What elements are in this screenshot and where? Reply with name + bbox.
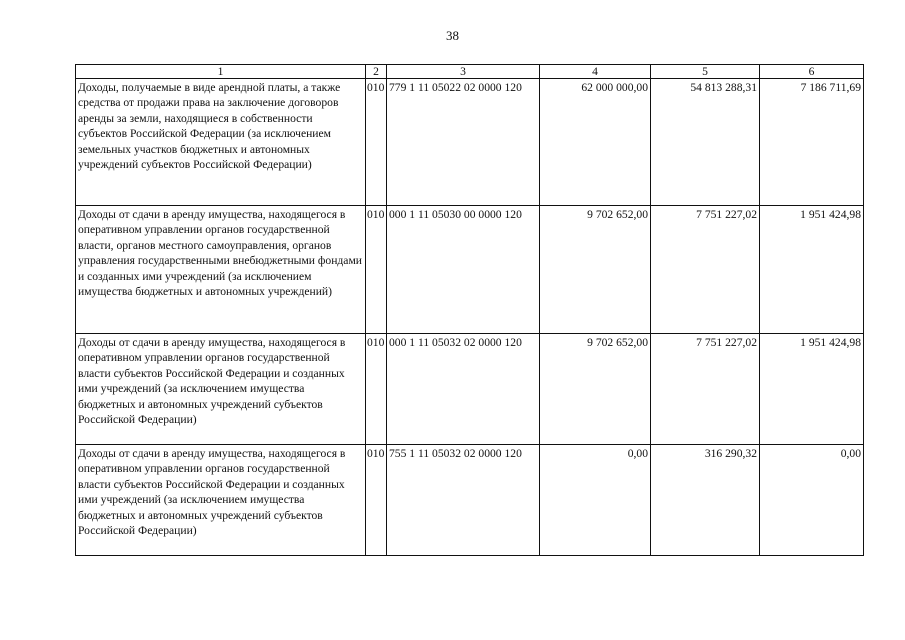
row-value-col4: 0,00 <box>540 445 651 556</box>
column-header-4: 4 <box>540 65 651 79</box>
table-row <box>76 206 864 334</box>
column-header-3: 3 <box>387 65 540 79</box>
row-line-code: 010 <box>366 206 387 334</box>
column-header-5: 5 <box>651 65 760 79</box>
row-value-col4: 62 000 000,00 <box>540 79 651 206</box>
row-budget-classification-code: 000 1 11 05030 00 0000 120 <box>387 206 540 334</box>
row-line-code: 010 <box>366 79 387 206</box>
row-budget-classification-code: 000 1 11 05032 02 0000 120 <box>387 334 540 445</box>
row-value-col4: 9 702 652,00 <box>540 206 651 334</box>
column-header-1: 1 <box>76 65 366 79</box>
row-value-col5: 54 813 288,31 <box>651 79 760 206</box>
row-value-col4: 9 702 652,00 <box>540 334 651 445</box>
row-budget-classification-code: 755 1 11 05032 02 0000 120 <box>387 445 540 556</box>
table-header-row <box>76 65 864 79</box>
table-row <box>76 334 864 445</box>
row-value-col5: 316 290,32 <box>651 445 760 556</box>
column-header-6: 6 <box>760 65 864 79</box>
row-description: Доходы от сдачи в аренду имущества, находящегося в оперативном управлении органов государственной власти, органов местного самоуправления, органов управления государственными внебюджетными фондами и созданных ими учреждений (за исключением имущества бюджетных и автономных учреждений) <box>76 206 366 334</box>
table-row <box>76 445 864 556</box>
column-header-2: 2 <box>366 65 387 79</box>
row-line-code: 010 <box>366 334 387 445</box>
row-description: Доходы от сдачи в аренду имущества, находящегося в оперативном управлении органов государственной власти субъектов Российской Федерации и созданных ими учреждений (за исключением имущества бюджетных и автономных учреждений субъектов Российской Федерации) <box>76 445 366 556</box>
row-value-col6: 0,00 <box>760 445 864 556</box>
row-value-col6: 1 951 424,98 <box>760 206 864 334</box>
row-description: Доходы, получаемые в виде арендной платы, а также средства от продажи права на заключение договоров аренды за земли, находящиеся в собственности субъектов Российской Федерации (за исключением земельных участков бюджетных и автономных учреждений субъектов Российской Федерации) <box>76 79 366 206</box>
row-value-col5: 7 751 227,02 <box>651 206 760 334</box>
row-value-col6: 1 951 424,98 <box>760 334 864 445</box>
row-budget-classification-code: 779 1 11 05022 02 0000 120 <box>387 79 540 206</box>
row-description: Доходы от сдачи в аренду имущества, находящегося в оперативном управлении органов государственной власти субъектов Российской Федерации и созданных ими учреждений (за исключением имущества бюджетных и автономных учреждений субъектов Российской Федерации) <box>76 334 366 445</box>
revenue-table <box>75 64 864 556</box>
row-value-col6: 7 186 711,69 <box>760 79 864 206</box>
row-line-code: 010 <box>366 445 387 556</box>
page-number: 38 <box>446 28 459 43</box>
table-row <box>76 79 864 206</box>
row-value-col5: 7 751 227,02 <box>651 334 760 445</box>
